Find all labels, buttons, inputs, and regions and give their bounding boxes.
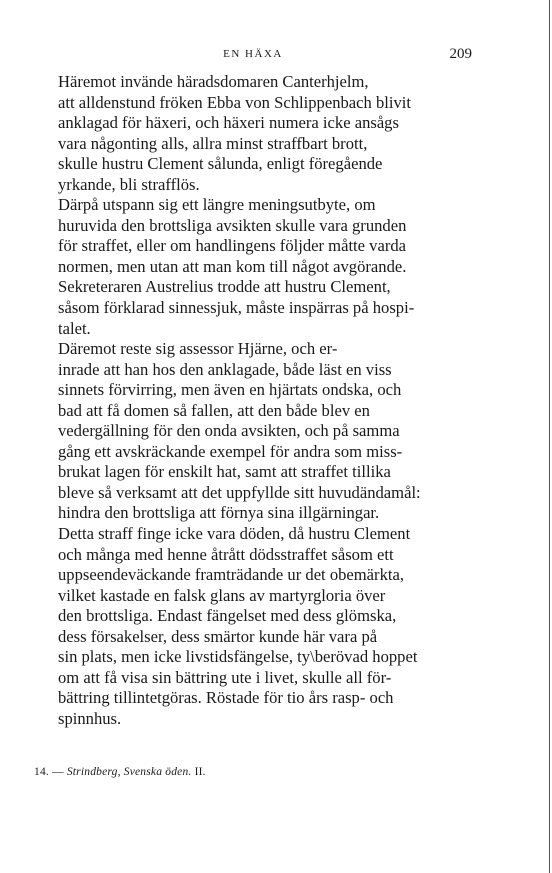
page-header: [34, 46, 472, 66]
text-line: brukat lagen för enskilt hat, samt att straffet tillika: [58, 462, 391, 482]
text-line: bleve så verksamt att det uppfyllde sitt huvudändamål:: [58, 482, 421, 502]
text-line: att alldenstund fröken Ebba von Schlippenbach blivit: [58, 92, 411, 112]
text-line: huruvida den brottsliga avsikten skulle vara grunden: [58, 215, 407, 235]
source-title: Strindberg, Svenska öden.: [66, 766, 192, 778]
text-line: och många med henne åtrått dödsstraffet såsom ett: [58, 544, 394, 564]
page-footer: [34, 766, 206, 778]
text-line: yrkande, bli strafflös.: [58, 174, 200, 194]
text-line: Häremot invände häradsdomaren Canterhjelm,: [58, 72, 369, 91]
text-line: sin plats, men icke livstidsfängelse, ty\berövad hoppet: [58, 647, 418, 667]
text-line: Däremot reste sig assessor Hjärne, och er-: [58, 339, 338, 359]
text-line: såsom förklarad sinnessjuk, måste inspärras på hospi-: [58, 298, 415, 318]
text-line: sinnets förvirring, men även en hjärtats ondska, och: [58, 380, 402, 400]
text-line: för straffet, eller om handlingens följder måtte varda: [58, 236, 407, 256]
text-line: den brottsliga. Endast fängelset med dess glömska,: [58, 606, 397, 626]
paragraph: [34, 72, 474, 195]
text-line: anklagad för häxeri, och häxeri numera icke ansågs: [58, 113, 399, 133]
text-line: talet.: [58, 318, 91, 338]
text-line: Därpå utspann sig ett längre meningsutbyte, om: [58, 195, 376, 215]
text-line: Detta straff finge icke vara döden, då hustru Clement: [58, 524, 411, 544]
text-line: skulle hustru Clement sålunda, enligt föregående: [58, 154, 383, 174]
paragraph: [34, 195, 474, 339]
volume-number: II.: [194, 766, 206, 778]
text-line: vedergällning för den onda avsikten, och på samma: [58, 421, 400, 441]
text-line: om att få visa sin bättring ute i livet, skulle all för-: [58, 667, 392, 687]
text-line: vilket kastade en falsk glans av martyrgloria över: [58, 585, 386, 605]
text-line: bad att få domen så fallen, att den både blev en: [58, 400, 370, 420]
text-line: spinnhus.: [58, 708, 122, 728]
text-line: Sekreteraren Austrelius trodde att hustru Clement,: [58, 277, 391, 297]
text-line: inrade att han hos den anklagade, både läst en viss: [58, 359, 392, 379]
text-line: hindra den brottsliga att förnya sina illgärningar.: [58, 503, 380, 523]
paragraph: [34, 339, 474, 729]
page-number: 209: [449, 46, 472, 62]
signature-mark: 14. —: [34, 766, 64, 778]
text-line: normen, men utan att man kom till något avgörande.: [58, 256, 407, 276]
text-line: uppseendeväckande framträdande ur det obemärkta,: [58, 565, 404, 585]
text-line: vara någonting alls, allra minst straffbart brott,: [58, 133, 368, 153]
text-line: gång ett avskräckande exempel för andra som miss-: [58, 441, 403, 461]
page-edge-line: [549, 0, 550, 873]
text-line: bättring tillintetgöras. Röstade för tio års rasp- och: [58, 688, 394, 708]
running-title: EN HÄXA: [223, 48, 283, 60]
body-text: [34, 72, 474, 730]
text-line: dess försakelser, dess smärtor kunde här vara på: [58, 626, 378, 646]
